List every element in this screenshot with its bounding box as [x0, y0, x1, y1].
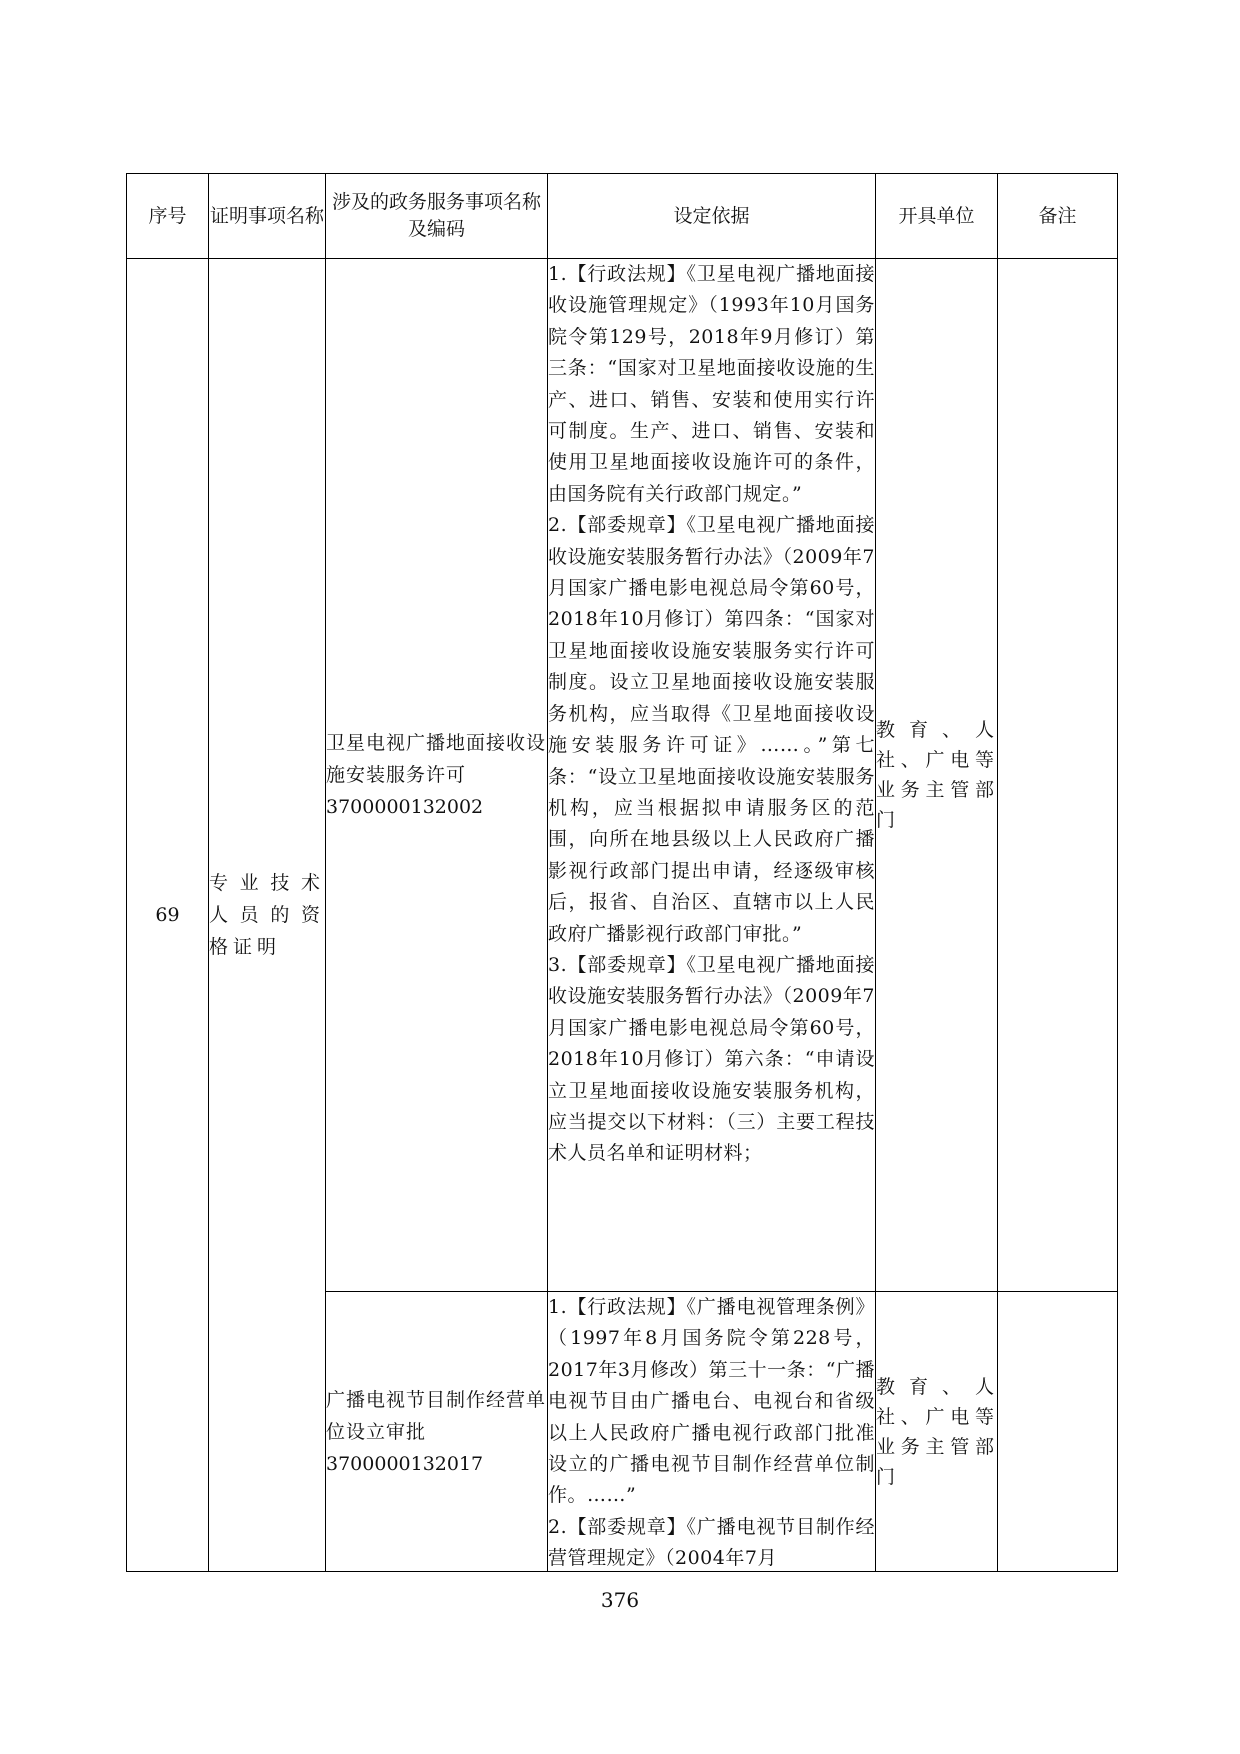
cell-basis [548, 1292, 876, 1572]
service-code: 3700000132002 [326, 796, 484, 818]
header-basis: 设定依据 [548, 174, 876, 259]
service-code: 3700000132017 [326, 1452, 484, 1475]
cell-service [326, 259, 548, 1292]
service-name: 卫星电视广播地面接收设施安装服务许可 [326, 732, 547, 786]
basis-clause: 3.【部委规章】《卫星电视广播地面接收设施安装服务暂行办法》（2009年7月国家广播电影电视总局令第60号，2018年10月修订）第六条：“申请设立卫星地面接收设施安装服务机构，应当提交以下材料：（三）主要工程技术人员名单和证明材料； [548, 953, 875, 1165]
cell-remark [998, 259, 1118, 1292]
cell-service [326, 1292, 548, 1572]
cell-seq: 69 [127, 259, 209, 1572]
basis-clip [548, 1292, 875, 1568]
header-remark: 备注 [998, 174, 1118, 259]
proof-items-table [126, 173, 1118, 1572]
basis-clause: 2.【部委规章】《卫星电视广播地面接收设施安装服务暂行办法》（2009年7月国家广播电影电视总局令第60号，2018年10月修订）第四条：“国家对卫星地面接收设施安装服务实行许可制度。设立卫星地面接收设施安装服务机构，应当取得《卫星地面接收设施安装服务许可证》……。”第七条：“设立卫星地面接收设施安装服务机构，应当根据拟申请服务区的范围，向所在地县级以上人民政府广播影视行政部门提出申请，经逐级审核后，报省、自治区、直辖市以上人民政府广播影视行政部门审批。” [548, 514, 875, 945]
service-name: 广播电视节目制作经营单位设立审批 [326, 1388, 547, 1443]
header-service: 涉及的政务服务事项名称及编码 [326, 174, 548, 259]
cell-issuer: 教育、人社、广电等业务主管部门 [876, 259, 998, 1292]
basis-clause: 1.【行政法规】《卫星电视广播地面接收设施管理规定》（1993年10月国务院令第129号，2018年9月修订）第三条：“国家对卫星地面接收设施的生产、进口、销售、安装和使用实行许可制度。生产、进口、销售、安装和使用卫星地面接收设施许可的条件，由国务院有关行政部门规定。” [548, 263, 875, 505]
basis-clause: 1.【行政法规】《广播电视管理条例》（1997年8月国务院令第228号，2017年3月修改）第三十一条：“广播电视节目由广播电台、电视台和省级以上人民政府广播电视行政部门批准设立的广播电视节目制作经营单位制作。……” [548, 1296, 875, 1507]
cell-issuer: 教育、人社、广电等业务主管部门 [876, 1292, 998, 1572]
page-number: 376 [600, 1588, 640, 1612]
header-issuer: 开具单位 [876, 174, 998, 259]
header-proof-name: 证明事项名称 [209, 174, 326, 259]
header-seq: 序号 [127, 174, 209, 259]
cell-basis [548, 259, 876, 1292]
table-header-row [127, 174, 1118, 259]
basis-clause: 2.【部委规章】《广播电视节目制作经营管理规定》（2004年7月 [548, 1515, 875, 1568]
cell-remark [998, 1292, 1118, 1572]
table-row [127, 259, 1118, 1292]
cell-proof-name: 专业技术人员的资格证明 [209, 259, 326, 1572]
